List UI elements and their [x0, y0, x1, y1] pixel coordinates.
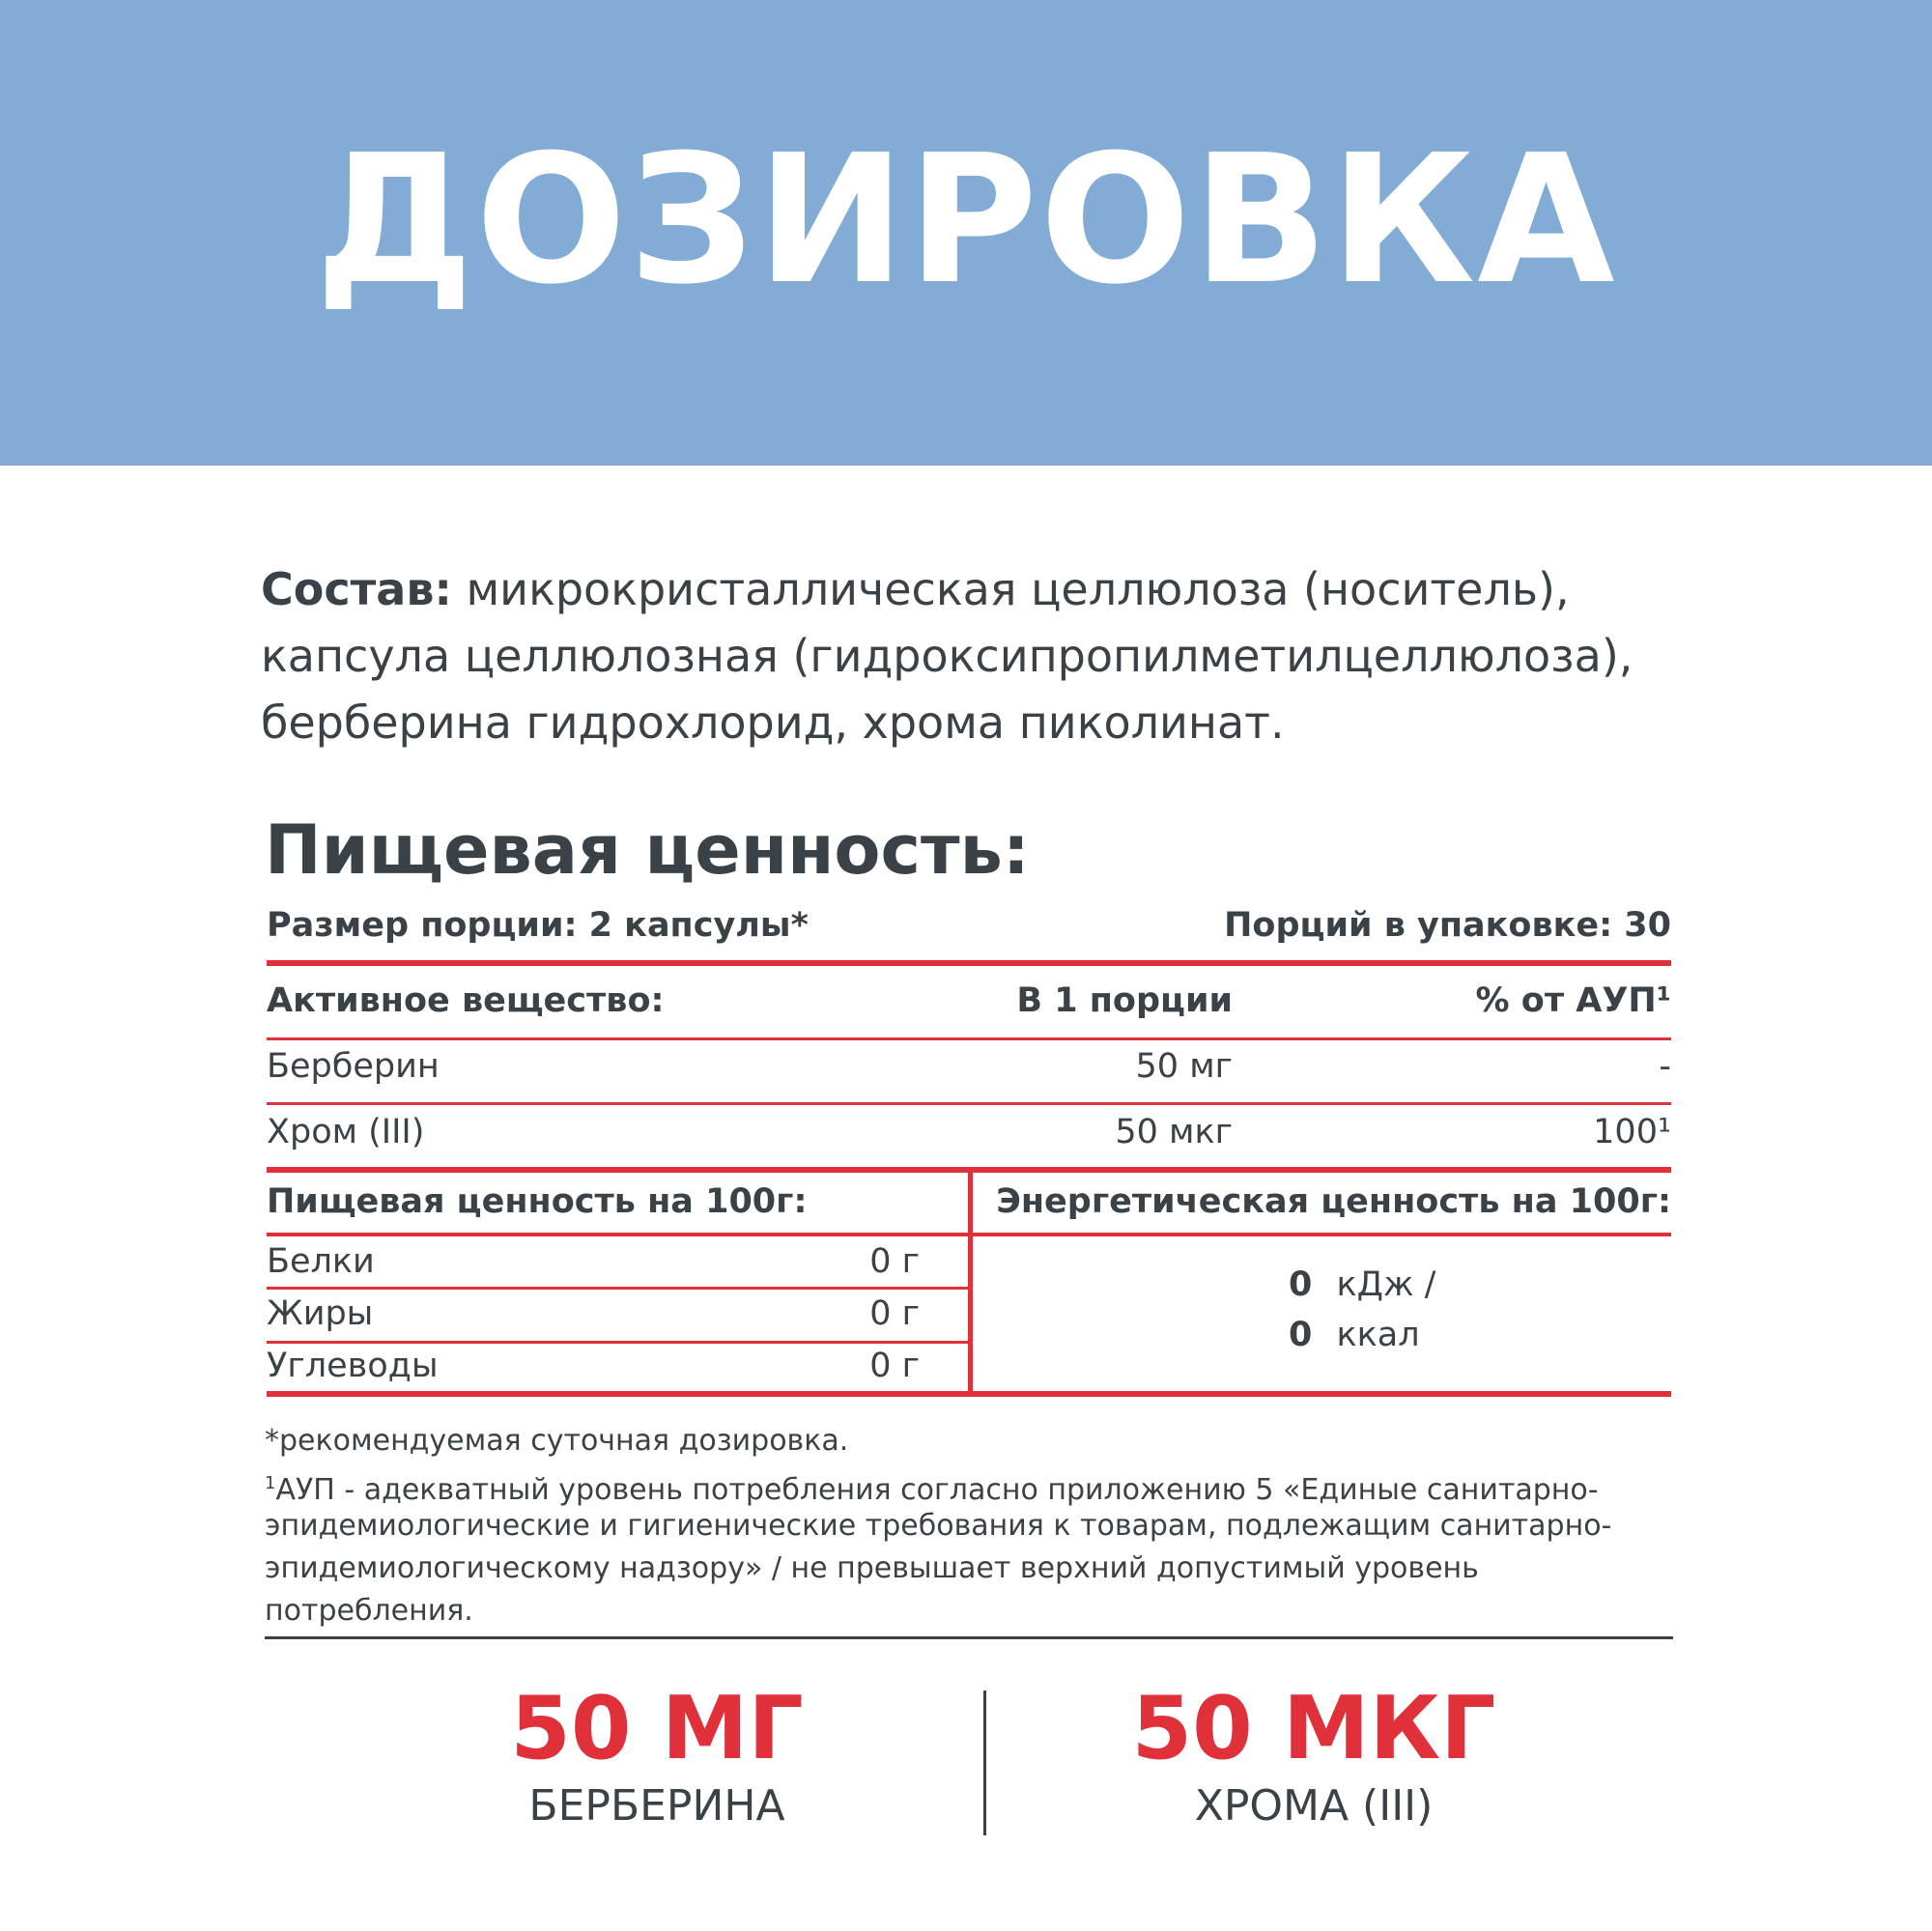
footnote-aup-line: эпидемиологические и гигиенические требования к товарам, подлежащим санитарно-: [265, 1509, 1612, 1543]
row-amount: 50 мг: [1135, 1047, 1233, 1086]
energy-kcal-unit: ккал: [1336, 1316, 1420, 1354]
lower-header-row: [267, 1182, 1671, 1225]
bottom-divider: [265, 1636, 1673, 1639]
table-top-rule: [267, 960, 1671, 966]
table-bottom-rule: [267, 1391, 1671, 1397]
header-banner: [0, 0, 1932, 466]
macro-rule: [267, 1287, 968, 1290]
per100-title: Пищевая ценность на 100г:: [267, 1182, 808, 1221]
row-dv: 100¹: [1593, 1113, 1671, 1151]
energy-kj-unit: кДж /: [1336, 1265, 1436, 1304]
macro-value: 0 г: [869, 1294, 920, 1333]
footnote-aup-line: эпидемиологическому надзору» / не превышает верхний допустимый уровень потребления.: [265, 1551, 1479, 1628]
row-amount: 50 мкг: [1115, 1113, 1233, 1151]
stat-chromium-label: ХРОМА (III): [1194, 1781, 1434, 1831]
stat-berberine-label: БЕРБЕРИНА: [528, 1781, 785, 1831]
footnote-aup-text: АУП - адекватный уровень потребления согласно приложению 5 «Единые санитарно-: [275, 1473, 1599, 1507]
composition-paragraph: [261, 556, 1690, 756]
table-row-rule: [267, 1102, 1671, 1105]
macro-name: Белки: [267, 1242, 375, 1281]
servings-per-pack: Порций в упаковке: 30: [1224, 906, 1671, 945]
composition-label: Состав:: [261, 563, 452, 615]
table-header-row: [267, 981, 1671, 1024]
stat-separator: [983, 1690, 986, 1835]
energy-title: Энергетическая ценность на 100г:: [996, 1182, 1671, 1221]
stat-berberine-value: 50 МГ: [510, 1678, 804, 1779]
macro-row: [267, 1294, 943, 1337]
footnote-dosage: *рекомендуемая суточная дозировка.: [265, 1424, 849, 1458]
table-row: [267, 1113, 1671, 1155]
composition-text: микрокристаллическая целлюлоза (носитель), капсула целлюлозная (гидроксипропилметилцеллюлоза), берберина гидрохлорид, хрома пиколинат.: [261, 563, 1634, 749]
header-substance: Активное вещество:: [267, 981, 665, 1020]
serving-row: [267, 906, 1671, 949]
footnote-marker: 1: [265, 1473, 276, 1493]
header-dv: % от АУП¹: [1475, 981, 1671, 1020]
macro-row: [267, 1242, 943, 1285]
row-dv: -: [1659, 1047, 1671, 1086]
serving-size: Размер порции: 2 капсулы*: [267, 906, 809, 945]
macro-rule: [267, 1341, 968, 1344]
page-title: ДОЗИРОВКА: [315, 117, 1617, 324]
macro-name: Жиры: [267, 1294, 374, 1333]
energy-kj-value: 0: [1289, 1265, 1313, 1304]
macro-value: 0 г: [869, 1347, 920, 1385]
macro-row: [267, 1347, 943, 1389]
row-name: Берберин: [267, 1047, 440, 1086]
energy-kcal: [1289, 1316, 1578, 1362]
table-row: [267, 1047, 1671, 1090]
macro-name: Углеводы: [267, 1347, 439, 1385]
lower-header-rule: [267, 1233, 1671, 1236]
nutrition-title: Пищевая ценность:: [265, 810, 1030, 890]
header-per-serving: В 1 порции: [1016, 981, 1233, 1020]
row-name: Хром (III): [267, 1113, 425, 1151]
macro-value: 0 г: [869, 1242, 920, 1281]
table-row-rule: [267, 1037, 1671, 1040]
energy-kj: [1289, 1265, 1578, 1312]
energy-kcal-value: 0: [1289, 1316, 1313, 1354]
stat-chromium-value: 50 МКГ: [1131, 1678, 1496, 1779]
